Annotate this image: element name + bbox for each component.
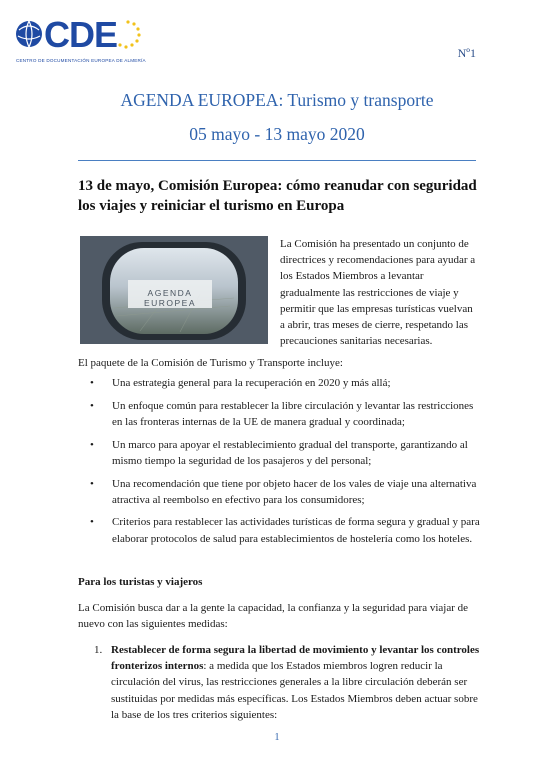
section-subheading: Para los turistas y viajeros: [78, 576, 203, 588]
page-title: AGENDA EUROPEA: Turismo y transporte: [120, 90, 434, 110]
airplane-window-photo: [80, 236, 268, 344]
bullet-icon: •: [90, 516, 94, 529]
cde-logo: [16, 12, 156, 70]
list-item: [80, 375, 480, 391]
article-headline: 13 de mayo, Comisión Europea: cómo reanudar con seguridad los viajes y reiniciar el turismo en Europa: [78, 178, 477, 214]
item-text: : a medida que los Estados miembros logren reducir la circulación del virus, las restricciones generales a la libre circulación deberán ser sustituidas por medidas más específicas. Los Estados Miembros deben actuar sobre la base de los tres criterios siguientes:: [111, 660, 478, 721]
issue-number: Nº1: [457, 46, 476, 60]
package-intro: El paquete de la Comisión de Turismo y Transporte incluye:: [78, 357, 343, 369]
measures-list: [80, 642, 480, 723]
list-item-text: Criterios para restablecer las actividades turísticas de forma segura y gradual y para elaborar protocolos de salud para establecimientos de hostelería como los hoteles.: [112, 516, 480, 545]
list-item-text: Una estrategia general para la recuperación en 2020 y más allá;: [112, 377, 391, 389]
list-item: [80, 476, 480, 508]
measures-intro: La Comisión busca dar a la gente la capacidad, la confianza y la seguridad para viajar de nuevo con las siguientes medidas:: [78, 602, 469, 630]
image-label: AGENDA EUROPEA: [143, 288, 197, 308]
numbered-item: [80, 642, 480, 723]
date-range: 05 mayo - 13 mayo 2020: [189, 124, 365, 144]
package-list: [80, 375, 480, 553]
logo-subtitle: CENTRO DE DOCUMENTACIÓN EUROPEA DE ALMERÍA: [16, 58, 146, 63]
list-item-text: Una recomendación que tiene por objeto hacer de los vales de viaje una alternativa atractiva al reembolso en efectivo para los consumidores;: [112, 477, 477, 506]
bullet-icon: •: [90, 477, 94, 490]
item-bold-text: Restablecer de forma segura la libertad de movimiento y levantar los controles fronterizos internos: [111, 644, 480, 673]
bullet-icon: •: [90, 399, 94, 412]
intro-paragraph: La Comisión ha presentado un conjunto de directrices y recomendaciones para ayudar a los Estados Miembros a levantar gradualmente las restricciones de viaje y permitir que las empresas turísticas vuelvan a abrir, tras meses de cierre, respetando las precauciones sanitarias necesarias.: [280, 238, 476, 348]
logo-text: CDE: [44, 14, 118, 55]
bullet-icon: •: [90, 377, 94, 389]
bullet-icon: •: [90, 438, 94, 451]
list-item: [80, 514, 480, 546]
item-number: 1.: [94, 644, 103, 656]
list-item: [80, 398, 480, 430]
list-item-text: Un enfoque común para restablecer la libre circulación y levantar las restricciones en las fronteras internas de la UE de manera gradual y coordinada;: [112, 399, 474, 428]
list-item-text: Un marco para apoyar el restablecimiento gradual del transporte, garantizando al mismo tiempo la seguridad de los pasajeros y del personal;: [112, 438, 468, 467]
page-number: 1: [274, 732, 280, 743]
divider: [78, 160, 476, 161]
list-item: [80, 437, 480, 469]
